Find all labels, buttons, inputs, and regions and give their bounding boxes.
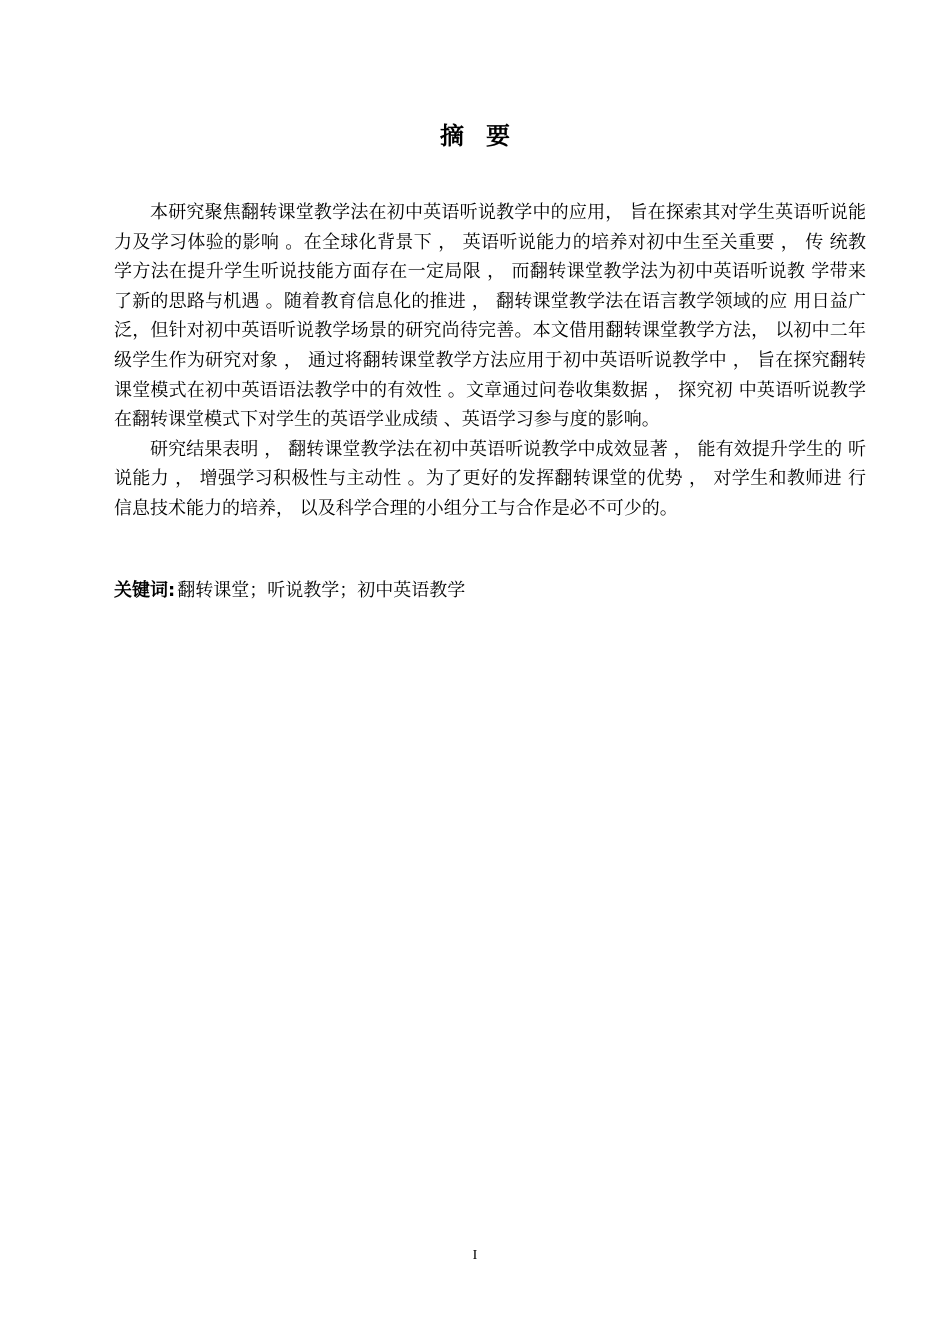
abstract-paragraph-1: 本研究聚焦翻转课堂教学法在初中英语听说教学中的应用， 旨在探索其对学生英语听说能力及学习体验的影响 。在全球化背景下 ， 英语听说能力的培养对初中生至关重要 ， 传 统教学方法在提升学生听说技能方面存在一定局限 ， 而翻转课堂教学法为初中英语听说教 学带来了新的思路与机遇 。随着教育信息化的推进 ， 翻转课堂教学法在语言教学领域的应 用日益广泛，但针对初中英语听说教学场景的研究尚待完善。本文借用翻转课堂教学方法， 以初中二年级学生作为研究对象 ， 通过将翻转课堂教学方法应用于初中英语听说教学中 ， 旨在探究翻转课堂模式在初中英语语法教学中的有效性 。文章通过问卷收集数据 ， 探究初 中英语听说教学在翻转课堂模式下对学生的英语学业成绩 、英语学习参与度的影响。 <box>114 202 866 431</box>
page-number: I <box>472 1248 478 1263</box>
keywords-value: 翻转课堂；听说教学；初中英语教学 <box>177 580 466 601</box>
abstract-paragraph-2: 研究结果表明 ， 翻转课堂教学法在初中英语听说教学中成效显著 ， 能有效提升学生的 听说能力 ， 增强学习积极性与主动性 。为了更好的发挥翻转课堂的优势 ， 对学生和教师进 行信息技术能力的培养， 以及科学合理的小组分工与合作是必不可少的。 <box>114 438 866 519</box>
abstract-body <box>114 198 866 524</box>
abstract-title: 摘要 <box>440 122 532 150</box>
keywords-line <box>114 576 866 606</box>
keywords-label: 关键词: <box>114 580 176 601</box>
